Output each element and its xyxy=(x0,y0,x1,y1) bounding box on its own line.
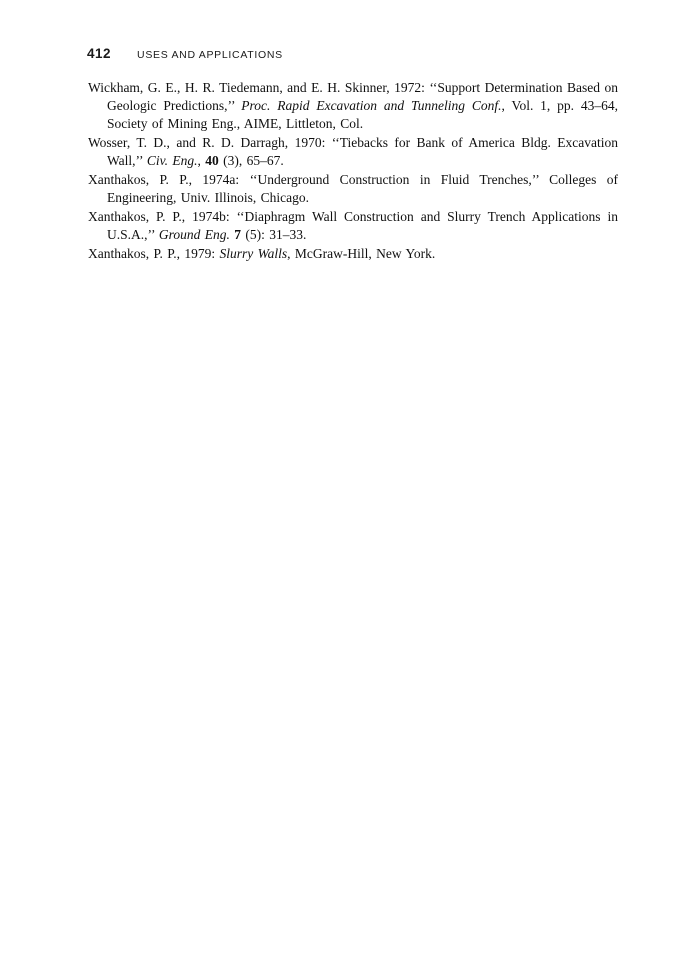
reference-text-segment: Xanthakos, P. P., 1974a: ‘‘Underground Construction in Fluid Trenches,’’ Colleges of Engineering, Univ. Illinois, Chicago. xyxy=(88,172,618,205)
reference-entry xyxy=(88,134,618,170)
reference-text-segment: 7 xyxy=(234,227,241,242)
reference-text-segment: 40 xyxy=(205,153,219,168)
reference-text-segment: , McGraw-Hill, New York. xyxy=(287,246,436,261)
reference-text-segment: Proc. Rapid Excavation and Tunneling Conf. xyxy=(241,98,502,113)
reference-text-segment: Wosser, T. D., and R. D. Darragh, 1970: ‘‘Tiebacks for Bank of America Bldg. Excavation Wall,’’ xyxy=(88,135,618,168)
reference-entry xyxy=(88,245,618,263)
reference-text-segment: Wickham, G. E., H. R. Tiedemann, and E. H. Skinner, 1972: ‘‘Support Determination Based on Geologic Predictions,’’ xyxy=(88,80,618,113)
reference-text-segment: Xanthakos, P. P., 1979: xyxy=(88,246,220,261)
reference-text-segment: (3), 65–67. xyxy=(218,153,284,168)
references-list xyxy=(88,79,618,264)
page-header xyxy=(87,46,283,61)
reference-entry xyxy=(88,79,618,133)
reference-text-segment: Slurry Walls xyxy=(219,246,288,261)
reference-entry xyxy=(88,171,618,207)
reference-text-segment: Xanthakos, P. P., 1974b: ‘‘Diaphragm Wall Construction and Slurry Trench Applications in U.S.A.,’’ xyxy=(88,209,618,242)
reference-entry xyxy=(88,208,618,244)
running-title: USES AND APPLICATIONS xyxy=(137,49,283,61)
page-number: 412 xyxy=(87,46,112,61)
reference-text-segment: Civ. Eng. xyxy=(146,153,198,168)
reference-text-segment: , Vol. 1, pp. 43–64, Society of Mining Eng., AIME, Littleton, Col. xyxy=(107,98,618,131)
reference-text-segment: (5): 31–33. xyxy=(241,227,307,242)
reference-text-segment: Ground Eng. xyxy=(158,227,230,242)
reference-text-segment: , xyxy=(197,153,206,168)
